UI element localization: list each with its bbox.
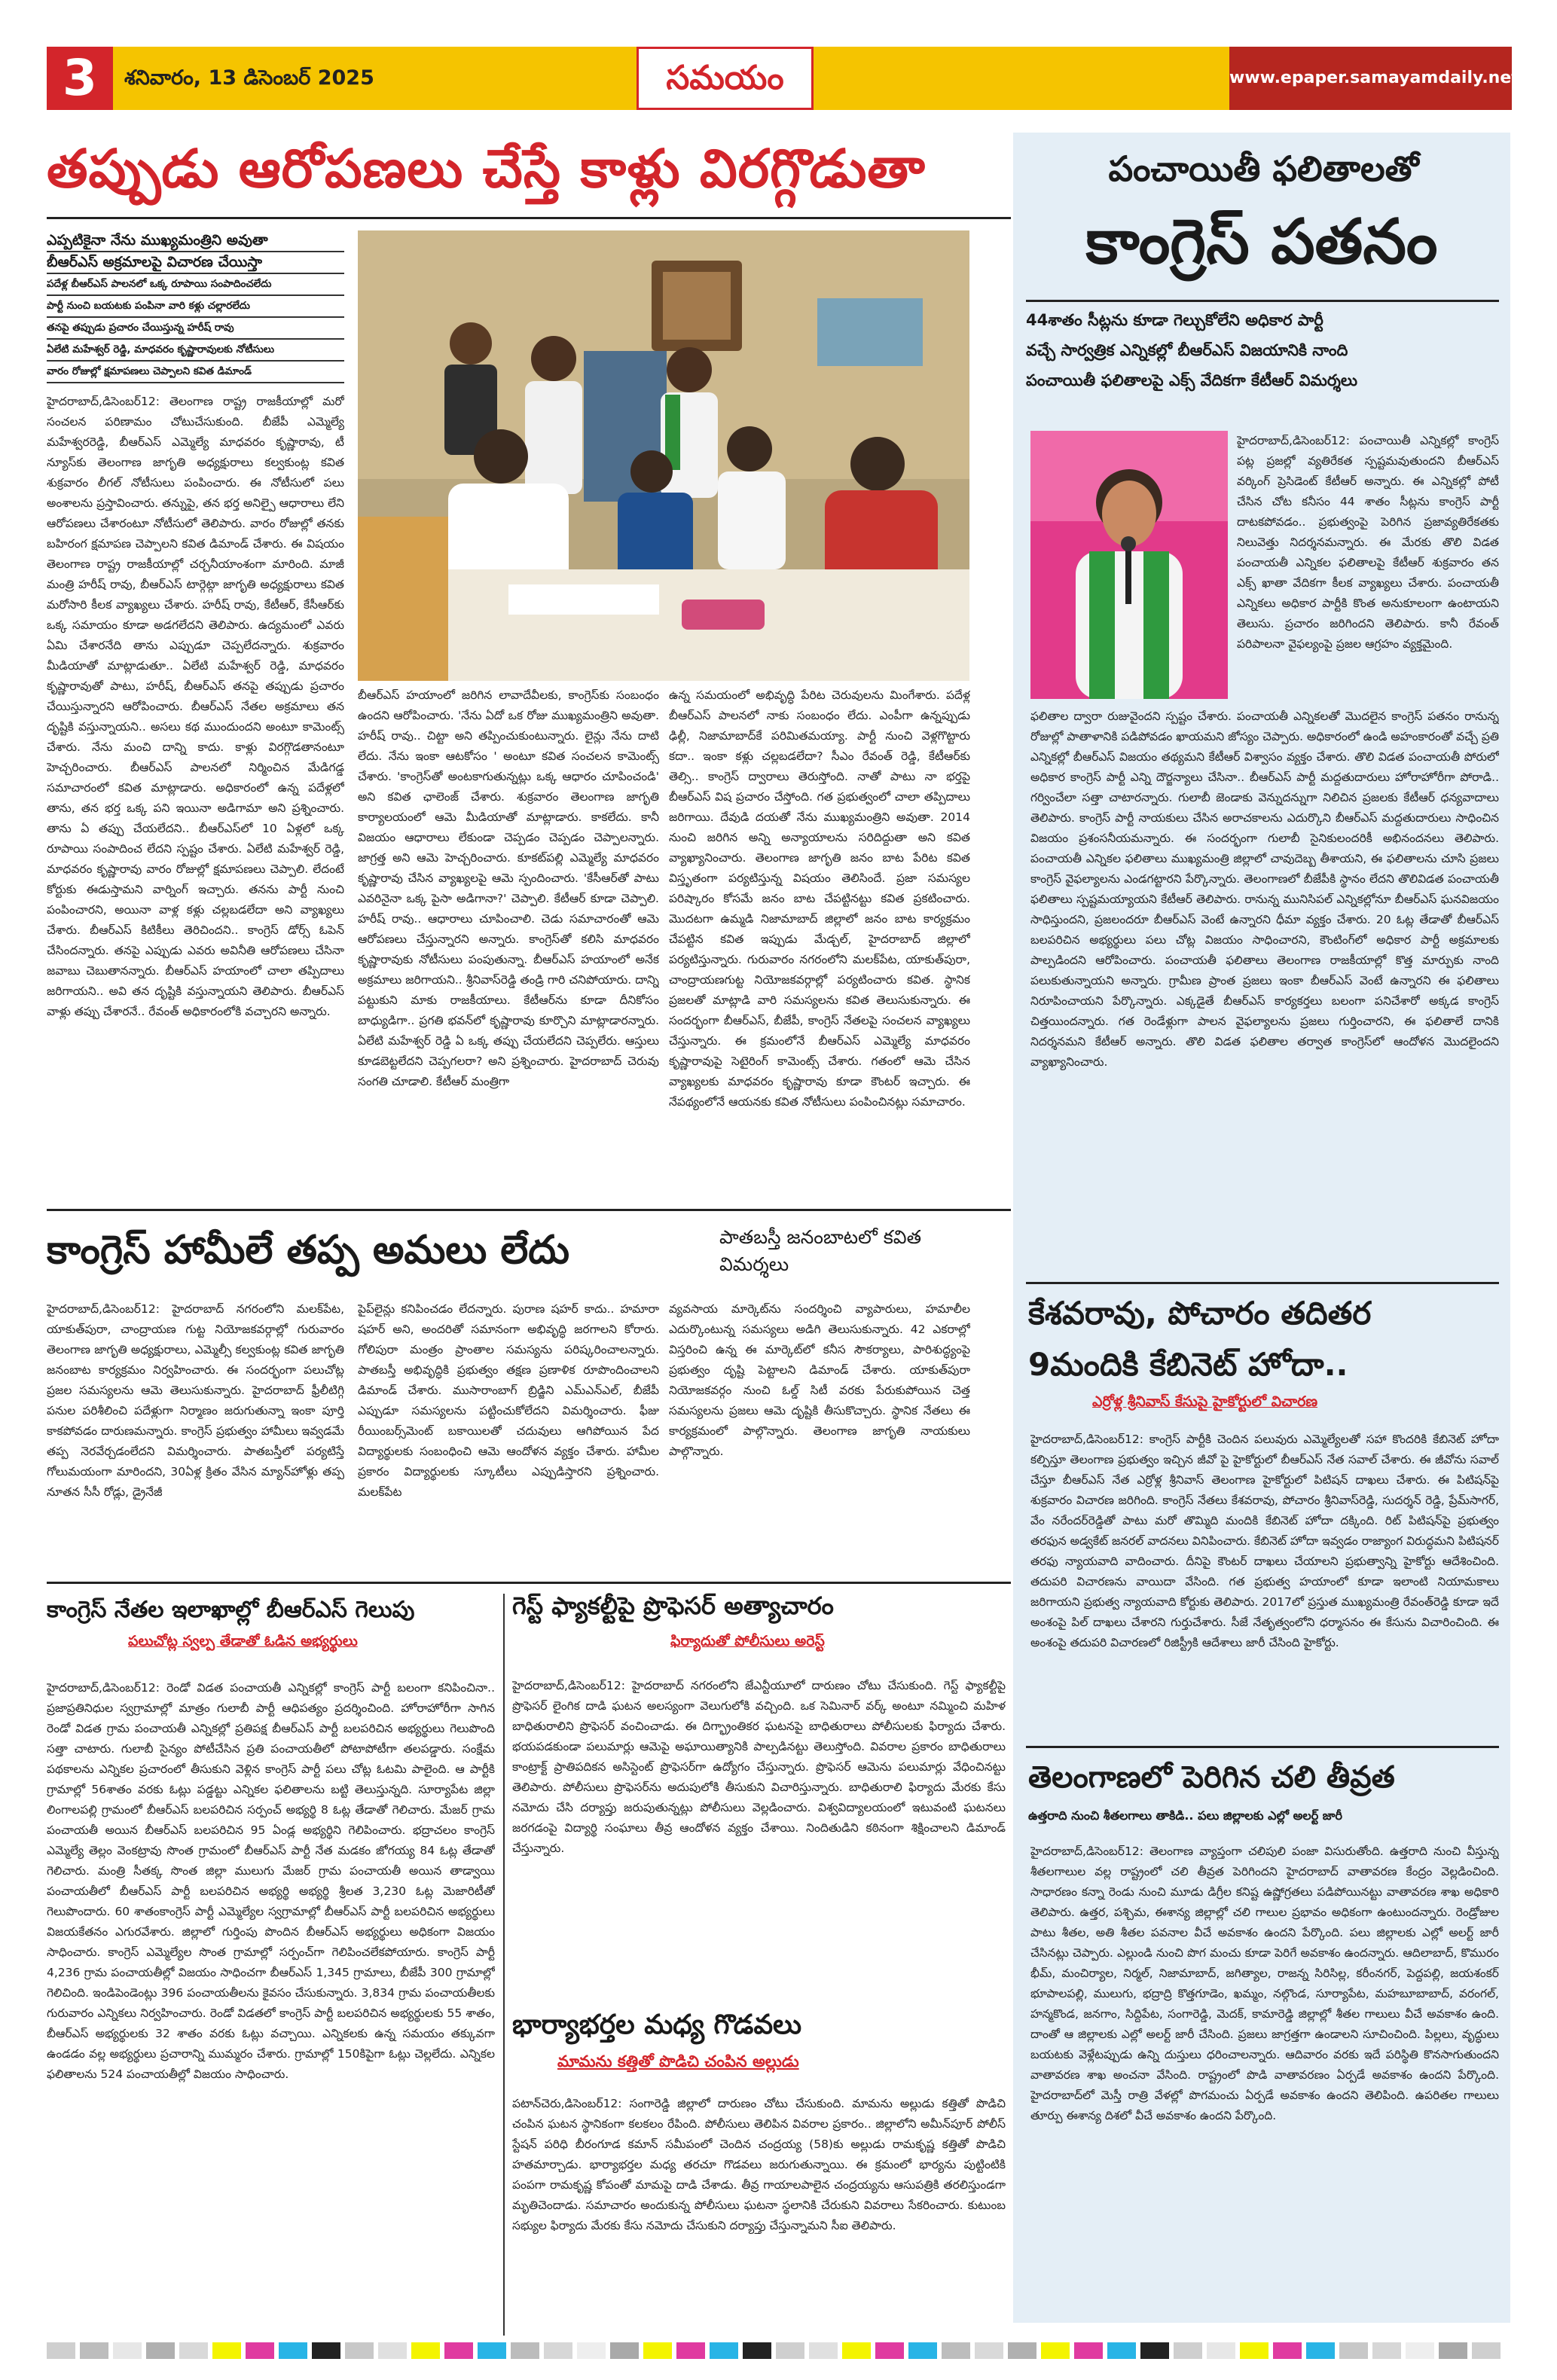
divider [47, 217, 1011, 219]
right3-subhead: ఉత్తరాది నుంచి శీతలగాలు తాకిడి.. పలు జిల్లాలకు ఎల్లో అలర్ట్ జారీ [1028, 1808, 1342, 1823]
bullet: ఏలేటి మహేశ్వర్ రెడ్డి, మాధవరం కృష్ణారావులకు నోటీసులు [47, 340, 344, 362]
divider [47, 1209, 1011, 1211]
story3-subhead: పలుచోట్ల స్వల్ప తేడాతో ఓడిన అభ్యర్థులు [128, 1633, 358, 1649]
story3-body: హైదరాబాద్,డిసెంబర్12: రెండో విడత పంచాయతీ ఎన్నికల్లో కాంగ్రెస్ పార్టీ బలంగా కనిపించినా.. ప్రజాప్రతినిధుల స్వగ్రామాల్లో మాత్రం గులాబీ పార్టీ ఆధిపత్యం ప్రదర్శించింది. హోరాహోరీగా సాగిన రెండో విడత గ్రామ పంచాయతీ ఎన్నికల్లో ప్రతిపక్ష బీఆర్ఎస్ పార్టీ బలపరిచిన అభ్యర్థులు గెలుపొంది సత్తా చాటారు. గులాబీ సైన్యం పోటీచేసిన ప్రతి పంచాయతీలో పోటాపోటీగా తలపడ్డారు. సంక్షేమ పథకాలను ఎన్నికల ప్రచారంలో తీసుకుని వెళ్లిన కాంగ్రెస్ పార్టీ పలు చోట్ల ఓటమి పాలైంది. ఆ పార్టీకి గ్రామాల్లో 56శాతం వరకు ఓట్లు పడ్డట్టు ఎన్నికల ఫలితాలను బట్టి తెలుస్తున్నది. సూర్యాపేట జిల్లా లింగాలపల్లి గ్రామంలో బీఆర్ఎస్ బలపరిచిన సర్పంచ్ అభ్యర్థి 8 ఓట్ల తేడాతో గెలిచారు. మేజర్ గ్రామ పంచాయతీ అయిన బీఆర్ఎస్ బలపరిచిన 95 ఏండ్ల అభ్యర్థిని గెలిపించారు. భద్రాచలం కాంగ్రెస్ ఎమ్మెల్యే తెల్లం వెంకట్రావు సొంత గ్రామంలో బీఆర్ఎస్ పార్టీ నేత మడకం జోగయ్య 84 ఓట్ల తేడాతో గెలిచారు. మంత్రి సీతక్క సొంత జిల్లా ములుగు మేజర్ గ్రామ పంచాయతీ అయిన తాడ్వాయి పంచాయతీలో బీఆర్ఎస్ పార్టీ బలపరిచిన అభ్యర్థి అభ్యర్థి శ్రీలత 3,230 ఓట్ల మెజారిటీతో గెలుపొందారు. 60 శాతంకాంగ్రెస్ పార్టీ ఎమ్మెల్యేల స్వగ్రామాల్లో బీఆర్ఎస్ పార్టీ బలపరిచిన అభ్యర్థులు విజయకేతనం ఎగురవేశారు. జిల్లాలో గుర్తింపు పొందిన బీఆర్ఎస్ అభ్యర్థులు అధికంగా విజయం సాధించారు. కాంగ్రెస్ ఎమ్మెల్యేల సొంత గ్రామాల్లో సర్పంచ్‌గా గెలిపించలేకపోయారు. కాంగ్రెస్ పార్టీ 4,236 గ్రామ పంచాయతీల్లో విజయం సాధించగా బీఆర్ఎస్ 1,345 గ్రామాలు, బీజేపీ 300 గ్రామాల్లో గెలిచింది. ఇండిపెండెంట్లు 396 పంచాయతీలను కైవసం చేసుకున్నారు. 3,834 గ్రామ పంచాయతీలకు గురువారం ఎన్నికలు నిర్వహించారు. రెండో విడతలో కాంగ్రెస్ పార్టీ బలపరిచిన అభ్యర్థులకు 55 శాతం, బీఆర్ఎస్ అభ్యర్థులకు 32 శాతం వరకు ఓట్లు వచ్చాయి. ఎన్నికలకు ఉన్న సమయం తక్కువగా ఉండడం వల్ల అభ్యర్థులు ప్రచారాన్ని ముమ్మరం చేశారు. గ్రామాల్లో 150కిపైగా ఓట్లు చెల్లలేదు. ఎన్నికల ఫలితాలను 524 పంచాయతీల్లో విజయం సాధించారు. [47, 1681, 495, 2081]
right2-headline-line1: కేశవరావు, పోచారం తదితర [1028, 1295, 1372, 1332]
edition-date: శనివారం, 13 డిసెంబర్ 2025 [124, 66, 374, 90]
divider [1026, 300, 1499, 302]
story4-body: హైదరాబాద్,డిసెంబర్12: హైదరాబాద్ నగరంలోని జేఎన్టీయూలో దారుణం చోటు చేసుకుంది. గెస్ట్ ఫ్యాకల్టీపై ప్రొఫెసర్ లైంగిక దాడి ఘటన అలస్యంగా వెలుగులోకి వచ్చింది. ఒక సెమినార్ వర్క్ అంటూ నమ్మించి మహిళ బాధితురాలిని ప్రొఫెసర్ వంచించాడు. ఈ దిగ్భ్రాంతికర ఘటనపై బాధితురాలు పోలీసులకు ఫిర్యాదు చేశారు. భయపడకుండా పలుమార్లు ఆమెపై అఘాయిత్యానికి పాల్పడినట్టు తెలుస్తోంది. వివరాల ప్రకారం బాధితురాలు కాంట్రాక్ట్ ప్రాతిపదికన అసిస్టెంట్ ప్రొఫెసర్‌గా ఉద్యోగం చేస్తున్నారు. ప్రొఫెసర్ ఆమెను పలుమార్లు వేధించినట్టు తెలిపారు. పోలీసులు ప్రొఫెసర్‌ను అదుపులోకి తీసుకుని విచారిస్తున్నారు. బాధితురాలి ఫిర్యాదు మేరకు కేసు నమోదు చేసి దర్యాప్తు జరుపుతున్నట్లు పోలీసులు వెల్లడించారు. విశ్వవిద్యాలయంలో ఇటువంటి ఘటనలు జరగడంపై విద్యార్థి సంఘాలు తీవ్ర ఆందోళన వ్యక్తం చేశాయి. నిందితుడిని కఠినంగా శిక్షించాలని డిమాండ్ చేస్తున్నారు. [512, 1679, 1006, 1855]
column-rule [503, 1594, 505, 2336]
story1-column-1: హైదరాబాద్,డిసెంబర్12: తెలంగాణ రాష్ట్ర రాజకీయాల్లో మరో సంచలన పరిణామం చోటుచేసుకుంది. బీజేపీ ఎమ్మెల్యే మహేశ్వరరెడ్డి, బీఆర్ఎస్ ఎమ్మెల్యే మాధవరం కృష్ణారావు, టీ న్యూస్‌కు తెలంగాణ జాగృతి అధ్యక్షురాలు కల్వకుంట్ల కవిత శుక్రవారం లీగల్ నోటీసులు పంపించారు. ఈ నోటీసులో పలు అంశాలను ప్రస్తావించారు. తన్నుపై, తన భర్త అనిల్పై ఆధారాలు లేని ఆరోపణలు చేశారంటూ నోటీసులో తెలిపారు. వారం రోజుల్లో తనకు బహిరంగ క్షమాపణ చెప్పాలని కవిత డిమాండ్ చేశారు. ఈ విషయం తెలంగాణ రాష్ట్ర రాజకీయాల్లో చర్చనీయాంశంగా మారింది. మాజీ మంత్రి హరీష్ రావు, బీఆర్ఎస్ టార్గెట్గా జాగృతి అధ్యక్షురాలు కవిత మరోసారి కీలక వ్యాఖ్యలు చేశారు. హరీష్ రావు, కేటీఆర్, కేసీఆర్‌కు ఒక్క సమాయం కూడా అడగలేదని తెలిపారు. ఉద్యమంలో ఎవరు ఏమి చేశారనేది తాను ఎప్పుడూ చెప్పలేదన్నారు. శుక్రవారం మీడియాతో మాట్లాడుతూ.. ఏలేటి మహేశ్వర్ రెడ్డి, మాధవరం కృష్ణారావుతో పాటు, హరీష్, బీఆర్ఎస్ తనపై తప్పుడు ప్రచారం చేయిస్తున్నారని ఆరోపించారు. బీఆర్ఎస్ నేతల అక్రమాలు తన దృష్టికి వస్తున్నాయని.. అసలు కథ ముందుందని అంటూ కామెంట్స్ చేశారు. నేను మంచి దాన్ని కాదు. కాళ్లు విరగ్గొడతానంటూ హెచ్చరించారు. బీఆర్ఎస్ పాలనలో నిర్మించిన మేడిగడ్డ సమాచారంలో కవిత మాట్లాడారు. అధికారంలో ఉన్న పదేళ్లలో తాను, తన భర్త ఒక్క పని ఇయినా అడిగామా అని ప్రశ్నించారు. తాను ఏ తప్పు చేయలేదని.. బీఆర్ఎస్‌లో 10 ఏళ్లలో ఒక్క రూపాయి సంపాదించ లేదని స్పష్టం చేశారు. ఏలేటి మహేశ్వర్ రెడ్డి, మాధవరం కృష్ణారావు వారం రోజుల్లో క్షమాపణలు చెప్పాలి. లేదంటే కోర్టుకు ఈడుస్తామని వార్నింగ్ ఇచ్చారు. తనను పార్టీ నుంచి పంపించారని, అయినా వాళ్ల కళ్లు చల్లబడలేదా అని వ్యాఖ్యలు చేశారు. బీఆర్ఎస్ కిటికీలు తెరిచిందని.. కాంగ్రెస్ డోర్స్ ఓపెన్ చేసిందన్నారు. తనపై ఎప్పుడు ఎవరు అవినీతి ఆరోపణలు చేసినా జవాబు చెబుతానన్నారు. బీఆర్ఎస్ హయాంలో చాలా తప్పిదాలు జరిగాయని.. అవి తన దృష్టికి వస్తున్నాయని తెలిపారు. బీఆర్ఎస్ వాళ్లు తప్పు చేశారనే.. రేవంత్ అధికారంలోకి వచ్చారని అన్నారు. [47, 395, 344, 1018]
right1-headline-line2: కాంగ్రెస్ పతనం [1085, 206, 1438, 278]
story2-column-1: హైదరాబాద్,డిసెంబర్12: హైదరాబాద్ నగరంలోని మలక్‌పేట, యాకుత్‌పురా, చాంద్రాయణ గుట్ట నియోజకవర్గాల్లో గురువారం తెలంగాణ జాగృతి అధ్యక్షురాలు, ఎమ్మెల్సీ కల్వకుంట్ల కవిత జాగృతి జనంబాట కార్యక్రమం నిర్వహించారు. ఈ సందర్భంగా పలుచోట్ల ప్రజల సమస్యలను ఆమె తెలుసుకున్నారు. హైదరాబాద్‌ ఫ్రీలీటిగ్గి పనుల పరిశీలించి పదేళ్లుగా నిర్మాణం జరుగుతున్నా ఇంకా పూర్తి కాకపోవడం దారుణమన్నారు. కాంగ్రెస్ ప్రభుత్వం హామీలు ఇవ్వడమే తప్ప నెరవేర్చడంలేదని విమర్శించారు. పాతబస్తీలో పర్యటిస్తే గోలుమయంగా మారిందని, 30ఏళ్ల క్రితం వేసిన మ్యాన్‌హోళ్లు తప్ప నూతన సీసీ రోడ్లు, డ్రైనేజీ [47, 1302, 344, 1499]
right1-sub2: వచ్చే సార్వత్రిక ఎన్నికల్లో బీఆర్ఎస్ విజయానికి నాంది [1026, 341, 1348, 359]
bullet: ఎప్పటికైనా నేను ముఖ్యమంత్రిని అవుతా [47, 230, 344, 252]
story5-body: పటాన్‌చెరు,డిసెంబర్12: సంగారెడ్డి జిల్లాలో దారుణం చోటు చేసుకుంది. మామను అల్లుడు కత్తితో పొడిచి చంపిన ఘటన స్థానికంగా కలకలం రేపింది. పోలీసులు తెలిపిన వివరాల ప్రకారం.. జిల్లాలోని అమీన్‌పూర్ పోలీస్ స్టేషన్ పరిధి బీరంగూడ కమాన్ సమీపంలో చెందిన చంద్రయ్య (58)కు అల్లుడు రామకృష్ణ కత్తితో పొడిచి హతమార్చాడు. భార్యాభర్తల మధ్య తరచూ గొడవలు జరుగుతున్నాయి. ఈ క్రమంలో భార్యను పుట్టింటికి పంపగా రామకృష్ణ కోపంతో మామపై దాడి చేశాడు. తీవ్ర గాయాలపాలైన చంద్రయ్యను ఆసుపత్రికి తరలిస్తుండగా మృతిచెందాడు. సమాచారం అందుకున్న పోలీసులు ఘటనా స్థలానికి చేరుకుని వివరాలు సేకరించారు. కుటుంబ సభ్యుల ఫిర్యాదు మేరకు కేసు నమోదు చేసుకుని దర్యాప్తు చేస్తున్నామని సీఐ తెలిపారు. [512, 2097, 1006, 2232]
story2-subhead: పాతబస్తీ జనంబాటలో కవిత విమర్శలు [719, 1226, 922, 1275]
right1-sub1: 44శాతం సీట్లను కూడా గెల్చుకోలేని అధికార పార్టీ [1026, 311, 1323, 329]
right1-sub3: పంచాయితీ ఫలితాలపై ఎక్స్ వేదికగా కేటీఆర్ విమర్శలు [1026, 371, 1358, 389]
bullet: పదేళ్ల బీఆర్ఎస్ పాలనలో ఒక్క రూపాయి సంపాదించలేదు [47, 274, 344, 296]
press-meet-photo [358, 230, 969, 681]
story2-column-2: పైప్‌లైన్లు కనిపించడం లేదన్నారు. పురాణ షహర్ కాదు.. హమారా షహర్ అని, అందరితో సమానంగా అభివృద్ధి జరగాలని కోరారు. గోలిపురా మంత్రం ప్రాంతాల సమస్యను పరిష్కరించాలన్నారు. పాతబస్తీ అభివృద్ధికి ప్రభుత్వం తక్షణ ప్రణాళిక రూపొందించాలని డిమాండ్ చేశారు. ముసారాంబాగ్ బ్రిడ్జిని ఎమ్ఎన్ఎల్, బీజేపీ ఎప్పుడూ సమస్యలను పట్టించుకోలేదని విమర్శించారు. ఫీజు రీయింబర్స్‌మెంట్ బకాయిలతో చదువులు ఆగిపోయిన పేద విద్యార్థులకు సంబంధించి ఆమె ఆందోళన వ్యక్తం చేశారు. హామీల ప్రకారం విద్యార్థులకు స్కూటీలు ఎప్పుడిస్తారని ప్రశ్నించారు. మలక్‌పేట [358, 1302, 659, 1499]
right1-body-side: హైదరాబాద్,డిసెంబర్12: పంచాయితీ ఎన్నికల్లో కాంగ్రెస్ పట్ల ప్రజల్లో వ్యతిరేకత స్పష్టమవుతుందని బీఆర్ఎస్ వర్కింగ్ ప్రెసిడెంట్ కేటీఆర్ అన్నారు. ఈ ఎన్నికల్లో పోటీ చేసిన చోట కనీసం 44 శాతం సీట్లను కాంగ్రెస్ పార్టీ దాటకపోవడం.. ప్రభుత్వంపై పెరిగిన ప్రజావ్యతిరేకతకు నిలువెత్తు నిదర్శనమన్నారు. ఈ మేరకు తొలి విడత పంచాయతీ ఎన్నికల ఫలితాలపై కేటీఆర్ శుక్రవారం తన ఎక్స్ ఖాతా వేదికగా కీలక వ్యాఖ్యలు చేశారు. పంచాయతీ ఎన్నికలు అధికార పార్టీకి కొంత అనుకూలంగా ఉంటాయని తెలుసు. ప్రచారం జరిగిందని తెలిపారు. కానీ రేవంత్ పరిపాలనా వైఫల్యంపై ప్రజల ఆగ్రహం వ్యక్తమైంది. [1237, 434, 1499, 651]
story1-column-3: ఉన్న సమయంలో అభివృద్ధి పేరిట చెరువులను మింగేశారు. పదేళ్ల బీఆర్ఎస్ పాలనలో నాకు సంబంధం లేదు. ఎంపీగా ఉన్నప్పుడు ఢిల్లీ, నిజామాబాద్‌కే పరిమితమయ్యా. పార్టీ నుంచి వెళ్లగొట్టారు కదా.. ఇంకా కళ్లు చల్లబడలేదా? సీఎం రేవంత్ రెడ్డి, కేటీఆర్‌కు తెల్సి.. కాంగ్రెస్ ద్వారాలు తెరుస్తోంది. నాతో పాటు నా భర్తపై బీఆర్ఎస్ విష ప్రచారం చేస్తోంది. గత ప్రభుత్వంలో చాలా తప్పిదాలు జరిగాయి. దేవుడి దయతో నేను ముఖ్యమంత్రిని అవుతా. 2014 నుంచి జరిగిన అన్ని అన్యాయాలను సరిదిద్దుతా అని కవిత వ్యాఖ్యానించారు. తెలంగాణ జాగృతి జనం బాట పేరిట కవిత విస్తృతంగా పర్యటిస్తున్న విషయం తెలిసిందే. ప్రజా సమస్యల పరిష్కారం కోసమే జనం బాట చేపట్టినట్టు కవిత ప్రకటించారు. మొదటగా ఉమ్మడి నిజామాబాద్ జిల్లాలో జనం బాట కార్యక్రమం చేపట్టిన కవిత ఇప్పుడు మేడ్చల్, హైదరాబాద్ జిల్లాలో పర్యటిస్తున్నారు. గురువారం నగరంలోని మలక్‌పేట, యాకుత్‌పురా, చాంద్రాయణగుట్ట నియోజకవర్గాల్లో పర్యటించారు కవిత. స్థానిక ప్రజలతో మాట్లాడి వారి సమస్యలను కవిత తెలుసుకున్నారు. ఈ సందర్భంగా బీఆర్ఎస్, బీజేపీ, కాంగ్రెస్ నేతలపై సంచలన వ్యాఖ్యలు చేస్తున్నారు. ఈ క్రమంలోనే బీఆర్ఎస్ ఎమ్మెల్యే మాధవరం కృష్ణారావుపై సెటైరింగ్ కామెంట్స్ చేశారు. గతంలో ఆమె చేసిన వ్యాఖ్యలకు మాధవరం కృష్ణారావు కూడా కౌంటర్ ఇచ్చారు. ఈ నేపథ్యంలోనే ఆయనకు కవిత నోటీసులు పంపించినట్లు సమాచారం. [669, 688, 970, 1109]
page-number: 3 [47, 47, 113, 110]
paper-logo: సమయం [637, 47, 814, 110]
bullet: బీఆర్ఎస్ అక్రమాలపై విచారణ చేయిస్తా [47, 252, 344, 274]
right3-headline: తెలంగాణలో పెరిగిన చలి తీవ్రత [1028, 1760, 1395, 1795]
bullet: వారం రోజుల్లో క్షమాపణలు చెప్పాలని కవిత డిమాండ్ [47, 362, 344, 383]
bullet: పార్టీ నుంచి బయటకు పంపినా వారి కళ్లు చల్లారలేదు [47, 296, 344, 318]
story5-headline: భార్యాభర్తల మధ్య గొడవలు [512, 2009, 802, 2040]
story4-headline: గెస్ట్ ఫ్యాకల్టీపై ప్రొఫెసర్ అత్యాచారం [512, 1591, 834, 1620]
divider [1026, 1746, 1499, 1748]
story1-photo [358, 230, 969, 681]
story4-subhead: ఫిర్యాదుతో పోలీసులు అరెస్ట్ [670, 1633, 825, 1649]
right2-headline-line2: 9మందికి కేబినెట్ హోదా.. [1028, 1346, 1348, 1383]
speaker-photo [1030, 431, 1228, 699]
right1-headline-line1: పంచాయితీ ఫలితాలతో [1108, 148, 1419, 189]
story1-headline: తప్పుడు ఆరోపణలు చేస్తే కాళ్లు విరగ్గొడుతా [47, 138, 926, 200]
right1-body: ఫలితాల ద్వారా రుజువైందని స్పష్టం చేశారు. పంచాయతీ ఎన్నికలతో మొదలైన కాంగ్రెస్ పతనం రానున్న రోజుల్లో పాతాళానికి పడిపోవడం ఖాయమని జోస్యం చెప్పారు. అధికారంలో ఉండి అహంకారంతో వచ్చే ప్రతి ఎన్నికల్లో బీఆర్ఎస్ విజయం తథ్యమని కేటీఆర్ విశ్వాసం వ్యక్తం చేశారు. తొలి విడత పంచాయతీ పోరులో అధికార కాంగ్రెస్ పార్టీ ఎన్ని దౌర్జన్యాలు చేసినా.. బీఆర్ఎస్ పార్టీ మద్దతుదారులు హోరాహోరీగా పోరాడి.. గర్వించేలా సత్తా చాటారన్నారు. గులాబీ జెండాకు వెన్నుదన్నుగా నిలిచిన ప్రజలకు కేటీఆర్ ధన్యవాదాలు తెలిపారు. కాంగ్రెస్ పార్టీ నాయకులు చేసిన అరాచకాలను ఎదుర్కొని బీఆర్ఎస్ మద్దతుదారులు సాధించిన విజయం ప్రశంసనీయమన్నారు. ఈ సందర్భంగా గులాబీ సైనికులందరికీ అభినందనలు తెలిపారు. పంచాయతీ ఎన్నికల ఫలితాలు ముఖ్యమంత్రి జిల్లాలో చావుదెబ్బ తీశాయని, ఈ ఫలితాలను చూసి ప్రజలు కాంగ్రెస్ వైఫల్యాలను ఎండగట్టారని పేర్కొన్నారు. తెలంగాణలో బీజేపీకి స్థానం లేదని తొలివిడత పంచాయతీ ఫలితాలు స్పష్టమయ్యాయని కేటీఆర్ తెలిపారు. రానున్న మునిసిపల్ ఎన్నికల్లోనూ బీఆర్ఎస్ ఘనవిజయం సాధిస్తుందని, ప్రజలందరూ బీఆర్ఎస్ వెంటే ఉన్నారని ధీమా వ్యక్తం చేశారు. 20 ఓట్ల తేడాతో బీఆర్ఎస్ బలపరిచిన అభ్యర్థులు పలు చోట్ల విజయం సాధించారని, కౌంటింగ్‌లో అధికార పార్టీ అక్రమాలకు పాల్పడిందని ఆరోపించారు. పంచాయతీ ఫలితాలు తెలంగాణ రాజకీయాల్లో కొత్త మార్పుకు నాంది పలుకుతున్నాయని అన్నారు. గ్రామీణ ప్రాంత ప్రజలు ఇంకా బీఆర్ఎస్ వెంటే ఉన్నారని ఈ ఫలితాలు నిరూపించాయని పేర్కొన్నారు. ఎక్కడైతే బీఆర్ఎస్ కార్యకర్తలు బలంగా పనిచేశారో అక్కడ కాంగ్రెస్ చిత్తయిందన్నారు. గత రెండేళ్లుగా పాలన వైఫల్యాలను ప్రజలు గుర్తించారని, ఈ ఫలితాలే దానికి నిదర్శనమని కేటీఆర్ అన్నారు. తొలి విడత ఫలితాల తర్వాత కాంగ్రెస్‌లో ఆందోళన మొదలైందని వ్యాఖ్యానించారు. [1030, 709, 1499, 1069]
story1-column-2: బీఆర్ఎస్ హయాంలో జరిగిన లావాదేవీలకు, కాంగ్రెస్‌కు సంబంధం ఉందని ఆరోపించారు. 'నేను ఏదో ఒక రోజు ముఖ్యమంత్రిని అవుతా. హరీష్ రావు.. చిట్టా అని తప్పించుకుంటున్నారు. లైన్లు నేను దాటి లేదు. నేను ఇంకా ఆటకోసం ' అంటూ కవిత సంచలన కామెంట్స్ చేశారు. 'కాంగ్రెస్‌తో అంటకాగుతున్నట్లు ఒక్క ఆధారం చూపించండి' అని కవిత ఛాలెంజ్ చేశారు. శుక్రవారం తెలంగాణ జాగృతి కార్యాలయంలో ఆమె మీడియాతో మాట్లాడారు. కాకలేదు. కానీ విజయం ఆధారాలు లేకుండా చెప్పడం చెప్పడం చెప్పాలన్నారు. జాగ్రత్త అని ఆమె హెచ్చరించారు. కూకట్‌పల్లి ఎమ్మెల్యే మాధవరం కృష్ణారావు చేసిన వ్యాఖ్యలపై ఆమె స్పందించారు. 'కేసీఆర్‌తో పాటు ఎవరినైనా ఒక్క పైసా అడిగానా?' చెప్పాలి. కేటీఆర్ కూడా చెప్పాలి. హరీష్ రావు.. ఆధారాలు చూపించాలి. చెడు సమాచారంతో ఆమె ఆరోపణలు చేస్తున్నారని అన్నారు. కాంగ్రెస్‌తో కలిసి మాధవరం కృష్ణారావుకు నోటీసులు పంపుతున్నా. బీఆర్ఎస్ హయాంలో అనేక అక్రమాలు జరిగాయని.. శ్రీనివాస్‌రెడ్డి తండ్రి గారి చనిపోయారు. దాన్ని పట్టుకుని మాకు రాజకీయాలు. కేటీఆర్‌ను కూడా దీనికోసం బాధ్యుడిగా.. ప్రగతి భవన్‌లో కృష్ణారావు కూర్చొని మాట్లాడారన్నారు. ఏలేటి మహేశ్వర్ రెడ్డి ఏ ఒక్క తప్పు చేయలేదని చెప్పలేరు. ఆస్తులు కూడబెట్టలేదని చెప్పగలరా? అని ప్రశ్నించారు. హైదరాబాద్ చెరువు సంగతి చూడాలి. కేటీఆర్ మంత్రిగా [358, 688, 659, 1088]
story2-column-3: వ్యవసాయ మార్కెట్‌ను సందర్శించి వ్యాపారులు, హమాలీల ఎదుర్కొంటున్న సమస్యలు అడిగి తెలుసుకున్నారు. 42 ఎకరాల్లో విస్తరించి ఉన్న ఈ మార్కెట్‌లో కనీస సౌకర్యాలు, పారిశుద్ధ్యంపై ప్రభుత్వం దృష్టి పెట్టాలని డిమాండ్ చేశారు. యాకుత్‌పురా నియోజకవర్గం నుంచి ఓల్డ్ సిటీ వరకు పేరుకుపోయిన చెత్త సమస్యలను ప్రజలు ఆమె దృష్టికి తీసుకొచ్చారు. స్థానిక నేతలు ఈ కార్యక్రమంలో పాల్గొన్నారు. తెలంగాణ జాగృతి నాయకులు పాల్గొన్నారు. [669, 1302, 970, 1458]
story3-headline: కాంగ్రెస్ నేతల ఇలాఖాల్లో బీఆర్ఎస్ గెలుపు [47, 1597, 415, 1623]
ktr-photo [1030, 431, 1228, 699]
bullet: తనపై తప్పుడు ప్రచారం చేయిస్తున్న హరీష్ రావు [47, 318, 344, 340]
website-link[interactable]: www.epaper.samayamdaily.net [1229, 47, 1512, 110]
right3-body: హైదరాబాద్,డిసెంబర్12: తెలంగాణ వ్యాప్తంగా చలిపులి పంజా విసురుతోంది. ఉత్తరాది నుంచి వీస్తున్న శీతలగాలుల వల్ల రాష్ట్రంలో చలి తీవ్రత పెరిగిందని హైదరాబాద్ వాతావరణ కేంద్రం వెల్లడించింది. సాధారణం కన్నా రెండు నుంచి మూడు డిగ్రీల కనిష్ట ఉష్ణోగ్రతలు పడిపోయినట్టు వాతావరణ శాఖ అధికారి తెలిపారు. ఉత్తర, పశ్చిమ, ఈశాన్య జిల్లాల్లో చలి గాలుల ప్రభావం అధికంగా ఉంటుందన్నారు. రెండ్రోజుల పాటు శీతల, అతి శీతల పవనాల వీచే అవకాశం ఉందని పేర్కొంది. పలు జిల్లాలకు ఎల్లో అలర్ట్ జారీ చేసినట్లు చెప్పారు. ఎల్లుండి నుంచి పొగ మంచు కూడా పెరిగే అవకాశం ఉందన్నారు. ఆదిలాబాద్, కొమురం భీమ్, మంచిర్యాల, నిర్మల్, నిజామాబాద్, జగిత్యాల, రాజన్న సిరిసిల్ల, కరీంనగర్, పెద్దపల్లి, జయశంకర్ భూపాలపల్లి, ములుగు, భద్రాద్రి కొత్తగూడెం, ఖమ్మం, నల్గొండ, సూర్యాపేట, మహబూబాబాద్, వరంగల్, హన్మకొండ, జనగాం, సిద్దిపేట, సంగారెడ్డి, మెదక్, కామారెడ్డి జిల్లాల్లో శీతల గాలులు వీచే అవకాశం ఉంది. దాంతో ఆ జిల్లాలకు ఎల్లో అలర్ట్ జారీ చేసింది. ప్రజలు జాగ్రత్తగా ఉండాలని సూచించింది. పిల్లలు, వృద్ధులు బయటకు వెళ్లేటప్పుడు ఉన్ని దుస్తులు ధరించాలన్నారు. ఆదివారం వరకు ఇదే పరిస్థితి కొనసాగుతుందని వాతావరణ శాఖ అంచనా వేసింది. రాష్ట్రంలో పొడి వాతావరణం ఏర్పడే అవకాశం ఉందని పేర్కొంది. హైదరాబాద్‌లో మెస్తీ రాత్రి వేళల్లో పొగమంచు ఏర్పడే అవకాశం ఉందని తెలిపింది. ఉపరితల గాలులు తూర్పు ఈశాన్య దిశలో వీచే అవకాశం ఉందని పేర్కొంది. [1030, 1844, 1499, 2122]
right2-body: హైదరాబాద్,డిసెంబర్12: కాంగ్రెస్ పార్టీకి చెందిన పలువురు ఎమ్మెల్యేలతో సహా కొందరికి కేబినెట్ హోదా కల్పిస్తూ తెలంగాణ ప్రభుత్వం ఇచ్చిన జీవో పై హైకోర్టులో బీఆర్ఎస్ నేత సవాల్ చేశారు. ఈ జీవోను సవాల్ చేస్తూ బీఆర్ఎస్ నేత ఎర్రోళ్ల శ్రీనివాస్ తెలంగాణ హైకోర్టులో పిటిషన్ దాఖలు చేశారు. ఈ పిటిషన్‌పై శుక్రవారం విచారణ జరిగింది. కాంగ్రెస్ నేతలు కేశవరావు, పోచారం శ్రీనివాస్‌రెడ్డి, సుదర్శన్ రెడ్డి, ప్రేమ్‌సాగర్, వేం నరేందర్‌రెడ్డితో పాటు మరో తొమ్మిది మందికి కేబినెట్ హోదా దక్కింది. రిట్ పిటిషన్‌పై ప్రభుత్వం తరఫున అడ్వకేట్ జనరల్ వాదనలు వినిపించారు. కేబినెట్ హోదా ఇవ్వడం రాజ్యాంగ విరుద్ధమని పిటిషనర్ తరఫు న్యాయవాది వాదించారు. దీనిపై కౌంటర్ దాఖలు చేయాలని ప్రభుత్వాన్ని హైకోర్టు ఆదేశించింది. తదుపరి విచారణను వాయిదా వేసింది. గత ప్రభుత్వ హయాంలో కూడా ఇలాంటి నియామకాలు జరిగాయని ప్రభుత్వ న్యాయవాది కోర్టుకు తెలిపారు. 2017లో ప్రస్తుత ముఖ్యమంత్రి రేవంత్‌రెడ్డి కూడా ఇదే అంశంపై పిల్ దాఖలు చేశారని గుర్తుచేశారు. సీజే నేతృత్వంలోని ధర్మాసనం ఈ కేసును విచారించింది. ఈ అంశంపై తదుపరి విచారణలో రిజిస్ట్రీకి ఆదేశాలు జారీ చేసింది హైకోర్టు. [1030, 1433, 1499, 1649]
right2-subhead: ఎర్రోళ్ల శ్రీనివాస్ కేసుపై హైకోర్టులో విచారణ [1092, 1393, 1318, 1410]
divider [47, 1582, 1011, 1584]
print-color-bar [47, 2342, 1512, 2362]
divider [1026, 1282, 1499, 1284]
story5-subhead: మామను కత్తితో పొడిచి చంపిన అల్లుడు [557, 2052, 799, 2070]
story1-bullets [47, 230, 344, 383]
story2-headline: కాంగ్రెస్ హామీలే తప్ప అమలు లేదు [47, 1228, 569, 1273]
